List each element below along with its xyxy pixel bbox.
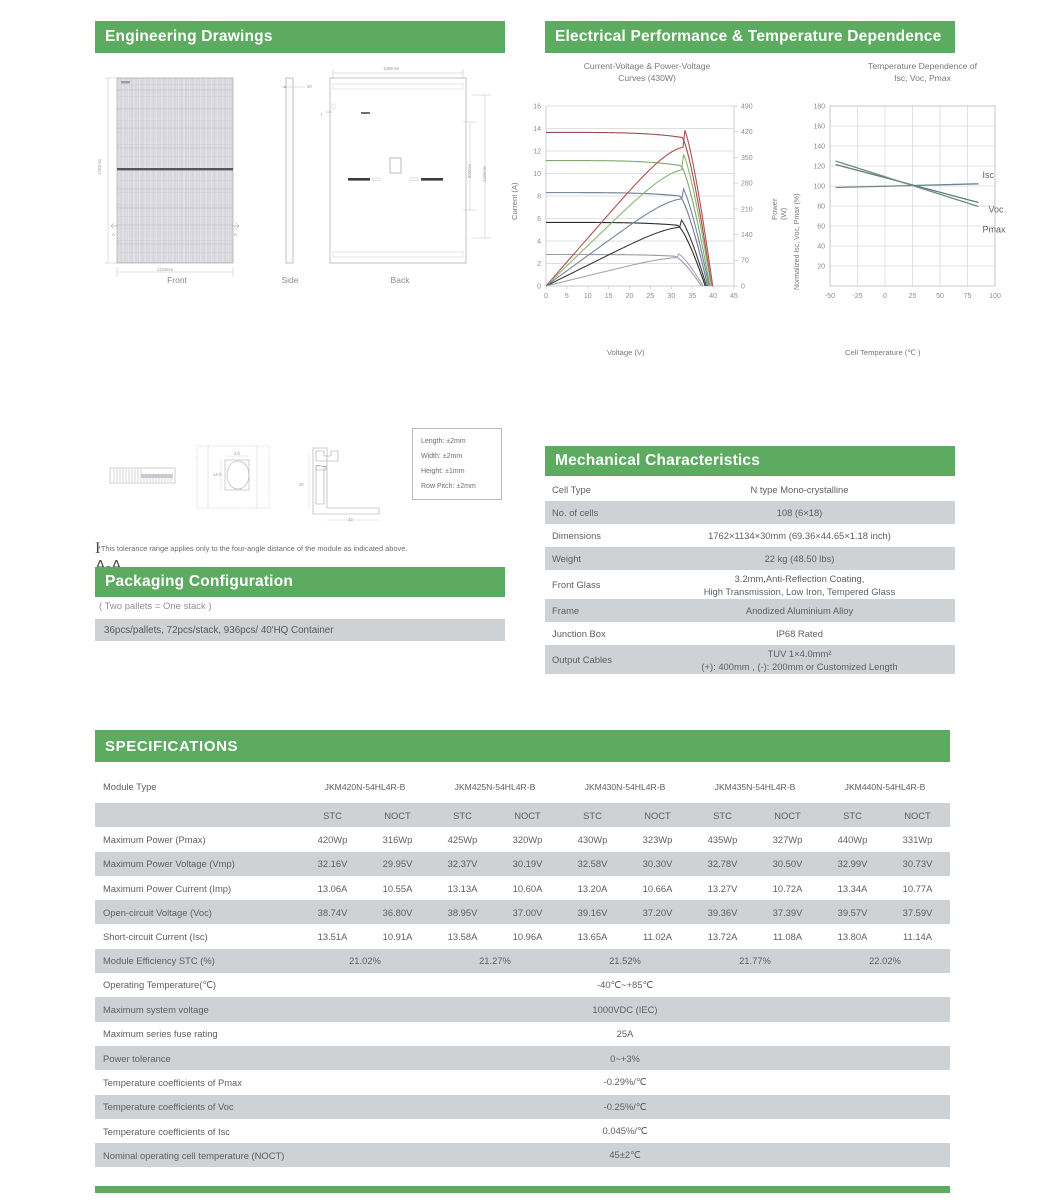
dim-front-height: 1762mm bbox=[97, 158, 102, 175]
data-cell: 13.06A bbox=[317, 882, 348, 894]
data-cell: 13.27V bbox=[707, 882, 738, 894]
data-cell: 45±2℃ bbox=[609, 1149, 641, 1161]
cell-value: 1762×1134×30mm (69.36×44.65×1.18 inch) bbox=[708, 530, 891, 541]
data-cell: 425Wp bbox=[447, 833, 478, 845]
tolerance-length: Length: ±2mm bbox=[421, 438, 466, 445]
table-row bbox=[545, 478, 955, 501]
row-cells bbox=[300, 907, 950, 918]
module-type-cell: JKM430N-54HL4R-B bbox=[584, 781, 666, 792]
row-label: Open-circuit Voltage (Voc) bbox=[103, 906, 212, 918]
svg-text:280: 280 bbox=[741, 180, 753, 188]
data-cell: -0.25%/℃ bbox=[603, 1100, 647, 1112]
row-cells bbox=[300, 1101, 950, 1113]
row-cells bbox=[300, 1076, 950, 1088]
section-title-text: Mechanical Characteristics bbox=[555, 452, 761, 469]
svg-text:40: 40 bbox=[709, 293, 718, 300]
svg-text:0: 0 bbox=[741, 283, 745, 291]
data-cell: 21.52% bbox=[609, 955, 641, 967]
data-cell: 25A bbox=[616, 1028, 634, 1040]
iv-pv-curve-chart bbox=[510, 60, 788, 370]
svg-text:14: 14 bbox=[533, 125, 541, 133]
data-cell: 13.65A bbox=[577, 931, 608, 943]
tolerance-note: *This tolerance range applies only to the four-angle distance of the module as indicated above. bbox=[98, 544, 408, 553]
svg-text:25: 25 bbox=[646, 293, 655, 300]
cell-value-line2: (+): 400mm , (-): 200mm or Customized Length bbox=[701, 660, 898, 672]
cell-value-line1: 3.2mm,Anti-Reflection Coating, bbox=[734, 572, 865, 584]
data-cell: 32.37V bbox=[447, 858, 478, 870]
svg-text:50: 50 bbox=[936, 293, 944, 300]
condition-header: STC bbox=[323, 809, 342, 821]
svg-text:0: 0 bbox=[883, 293, 887, 300]
section-title-text: Electrical Performance & Temperature Dependence bbox=[555, 28, 942, 45]
data-cell: 37.20V bbox=[642, 906, 673, 918]
svg-text:Isc: Isc bbox=[982, 169, 995, 180]
condition-header: NOCT bbox=[384, 809, 411, 821]
chart-xaxis-label: Voltage (V) bbox=[607, 348, 645, 357]
cell-value: N type Mono-crystalline bbox=[750, 484, 849, 495]
condition-header: NOCT bbox=[774, 809, 801, 821]
data-cell: 10.91A bbox=[382, 931, 413, 943]
svg-text:Pmax: Pmax bbox=[982, 224, 1006, 235]
pallet-sketch bbox=[110, 468, 175, 483]
data-cell: 32.78V bbox=[707, 858, 738, 870]
mechanical-characteristics-table bbox=[545, 478, 955, 674]
dim-aa-height: 30 bbox=[299, 482, 304, 487]
table-row bbox=[95, 876, 950, 900]
row-label: Power tolerance bbox=[103, 1052, 171, 1064]
row-label: Temperature coefficients of Voc bbox=[103, 1101, 234, 1113]
packaging-subtitle: ( Two pallets = One stack ) bbox=[99, 601, 212, 612]
packaging-detail-text: 36pcs/pallets, 72pcs/stack, 936pcs/ 40'HQ Container bbox=[104, 624, 334, 636]
svg-text:I: I bbox=[321, 112, 323, 117]
data-cell: 13.34A bbox=[837, 882, 868, 894]
dim-front-width: 1134mm bbox=[157, 267, 173, 272]
cell-key: Cell Type bbox=[552, 484, 591, 495]
svg-text:16: 16 bbox=[533, 103, 541, 111]
row-label: Module Efficiency STC (%) bbox=[103, 955, 215, 967]
svg-text:25: 25 bbox=[908, 293, 917, 300]
svg-text:60: 60 bbox=[817, 223, 825, 231]
row-label: Maximum Power Current (Imp) bbox=[103, 882, 232, 894]
chart-title bbox=[512, 60, 782, 84]
row-cells bbox=[300, 1149, 950, 1161]
svg-text:40: 40 bbox=[817, 243, 825, 251]
row-cells bbox=[300, 1028, 950, 1039]
svg-text:-50: -50 bbox=[824, 293, 836, 300]
svg-text:-25: -25 bbox=[852, 293, 863, 300]
data-cell: -40℃~+85℃ bbox=[597, 979, 653, 991]
table-row-efficiency bbox=[95, 949, 950, 973]
module-type-cell: JKM440N-54HL4R-B bbox=[844, 781, 926, 792]
data-cell: 0.045%/℃ bbox=[602, 1125, 648, 1136]
svg-text:45: 45 bbox=[730, 293, 738, 300]
dim-hole-height: 14.0 bbox=[213, 472, 222, 477]
row-cells bbox=[300, 1053, 950, 1064]
module-views-svg bbox=[95, 60, 535, 360]
cell-value: 108 (6×18) bbox=[776, 507, 823, 518]
svg-text:A: A bbox=[112, 232, 115, 237]
data-cell: 37.39V bbox=[772, 906, 803, 918]
row-cells bbox=[300, 979, 950, 991]
module-type-cell: JKM420N-54HL4R-B bbox=[324, 781, 406, 792]
data-cell: 21.77% bbox=[739, 955, 771, 967]
data-cell: 32.58V bbox=[577, 858, 608, 870]
cell-key: Weight bbox=[552, 553, 582, 564]
chart-title-line2: Isc, Voc, Pmax bbox=[894, 73, 951, 83]
row-label: Nominal operating cell temperature (NOCT) bbox=[103, 1149, 285, 1161]
tolerance-row-pitch: Row Pitch: ±2mm bbox=[421, 483, 476, 490]
data-cell: 32.99V bbox=[837, 858, 868, 870]
table-row bbox=[95, 900, 950, 924]
detail-view-aa bbox=[309, 448, 379, 520]
svg-text:420: 420 bbox=[741, 129, 753, 137]
data-cell: 32.16V bbox=[317, 858, 348, 870]
row-label: Maximum Power Voltage (Vmp) bbox=[103, 858, 235, 870]
cell-value: IP68 Rated bbox=[776, 628, 823, 639]
svg-text:100: 100 bbox=[989, 293, 1001, 300]
detail-view-i bbox=[197, 446, 269, 508]
data-cell: 10.72A bbox=[772, 882, 803, 894]
module-type-cell: JKM435N-54HL4R-B bbox=[714, 781, 796, 792]
dim-aa-width: 33 bbox=[348, 517, 353, 522]
svg-text:160: 160 bbox=[813, 123, 825, 131]
row-cells bbox=[300, 931, 950, 942]
chart-yaxis-label: Normalized Isc, Voc, Pmax (%) bbox=[794, 193, 801, 290]
data-cell: 323Wp bbox=[642, 833, 673, 845]
data-cell: 10.96A bbox=[512, 931, 543, 943]
caption-side: Side bbox=[281, 275, 299, 285]
table-row bbox=[95, 973, 950, 997]
svg-text:70: 70 bbox=[741, 257, 749, 265]
data-cell: 316Wp bbox=[382, 833, 413, 845]
section-title-text: SPECIFICATIONS bbox=[105, 737, 239, 755]
data-cell: 10.60A bbox=[512, 882, 543, 894]
data-cell: 11.14A bbox=[902, 931, 933, 943]
cell-key: No. of cells bbox=[552, 507, 599, 518]
condition-cells bbox=[300, 810, 950, 821]
svg-text:10: 10 bbox=[583, 293, 592, 300]
data-cell: 435Wp bbox=[707, 833, 738, 845]
caption-back: Back bbox=[390, 275, 410, 285]
condition-header: NOCT bbox=[514, 809, 541, 821]
iv-pv-plot bbox=[512, 90, 782, 340]
data-cell: 13.80A bbox=[837, 931, 868, 943]
dim-back-inner: 800mm bbox=[467, 164, 472, 178]
module-type-cell: JKM425N-54HL4R-B bbox=[454, 781, 536, 792]
data-cell: 13.13A bbox=[447, 882, 478, 894]
section-header-electrical-performance bbox=[545, 21, 955, 53]
row-label: Maximum system voltage bbox=[103, 1004, 209, 1016]
temperature-plot bbox=[790, 90, 1055, 340]
side-view bbox=[281, 78, 305, 263]
table-row bbox=[545, 501, 955, 524]
cell-value: Anodized Aluminium Alloy bbox=[745, 605, 854, 616]
section-header-specifications bbox=[95, 730, 950, 762]
specifications-table bbox=[95, 770, 950, 1167]
data-cell: 327Wp bbox=[772, 833, 803, 845]
section-header-packaging-configuration bbox=[95, 567, 505, 597]
table-row bbox=[95, 1095, 950, 1119]
footer-accent-bar bbox=[95, 1186, 950, 1193]
cell-value bbox=[650, 572, 955, 598]
table-row-conditions bbox=[95, 803, 950, 827]
data-cell: 38.95V bbox=[447, 906, 478, 918]
table-row bbox=[545, 622, 955, 645]
svg-text:A: A bbox=[234, 232, 237, 237]
table-row bbox=[95, 1046, 950, 1070]
svg-text:15: 15 bbox=[604, 293, 613, 300]
tolerance-width: Width: ±2mm bbox=[421, 453, 463, 460]
row-cells bbox=[300, 955, 950, 966]
data-cell: 11.08A bbox=[772, 931, 803, 943]
data-cell: 331Wp bbox=[902, 833, 933, 845]
data-cell: 36.80V bbox=[382, 906, 413, 918]
row-label: Maximum series fuse rating bbox=[103, 1028, 218, 1040]
data-cell: 430Wp bbox=[577, 833, 608, 845]
data-cell: 30.19V bbox=[512, 858, 543, 870]
svg-text:12: 12 bbox=[533, 148, 541, 156]
chart-y2axis-label: Power (W) bbox=[770, 198, 788, 220]
svg-text:140: 140 bbox=[741, 231, 753, 239]
svg-text:140: 140 bbox=[813, 143, 825, 151]
svg-text:75: 75 bbox=[963, 293, 972, 300]
row-label: Module Type bbox=[103, 781, 157, 792]
cell-key: Frame bbox=[552, 605, 580, 616]
svg-text:210: 210 bbox=[741, 206, 753, 214]
svg-text:2: 2 bbox=[537, 260, 541, 268]
data-cell: 10.55A bbox=[382, 882, 413, 894]
cell-value: 22 kg (48.50 lbs) bbox=[764, 553, 835, 564]
table-row bbox=[95, 924, 950, 948]
table-row bbox=[95, 1070, 950, 1094]
dim-back-outer: 1400mm bbox=[482, 165, 487, 182]
data-cell: 13.72A bbox=[707, 931, 738, 943]
data-cell: 38.74V bbox=[317, 906, 348, 918]
data-cell: 21.27% bbox=[479, 955, 511, 967]
condition-header: NOCT bbox=[904, 809, 931, 821]
row-cells bbox=[300, 883, 950, 894]
tolerance-height: Height: ±1mm bbox=[421, 468, 465, 475]
row-label: Operating Temperature(℃) bbox=[103, 979, 217, 991]
data-cell: 30.30V bbox=[642, 858, 673, 870]
cell-value-line2: High Transmission, Low Iron, Tempered Glass bbox=[703, 585, 896, 597]
data-cell: 11.02A bbox=[642, 931, 673, 943]
data-cell: 39.36V bbox=[707, 906, 738, 918]
cell-key: Junction Box bbox=[552, 628, 606, 639]
cell-key: Output Cables bbox=[552, 654, 612, 665]
dim-side-thickness: 30 bbox=[307, 84, 312, 89]
condition-header: STC bbox=[713, 809, 732, 821]
chart-title-line1: Current-Voltage & Power-Voltage bbox=[583, 61, 711, 71]
chart-xaxis-label: Cell Temperature (℃ ) bbox=[845, 348, 921, 357]
svg-text:4: 4 bbox=[537, 238, 541, 246]
data-cell: 13.51A bbox=[317, 931, 348, 943]
data-cell: 39.57V bbox=[837, 906, 868, 918]
data-cell: 39.16V bbox=[577, 906, 608, 918]
svg-text:80: 80 bbox=[817, 203, 825, 211]
row-cells bbox=[300, 834, 950, 845]
cell-value bbox=[650, 647, 955, 673]
caption-front: Front bbox=[167, 275, 187, 285]
data-cell: 30.73V bbox=[902, 858, 933, 870]
table-row bbox=[95, 997, 950, 1021]
front-view bbox=[105, 78, 239, 277]
dim-back-width: 1086mm bbox=[383, 66, 400, 71]
svg-text:5: 5 bbox=[564, 293, 569, 300]
svg-text:180: 180 bbox=[813, 103, 825, 111]
table-row bbox=[95, 1143, 950, 1167]
tolerance-box bbox=[412, 428, 502, 500]
section-title-text: Packaging Configuration bbox=[105, 573, 294, 590]
table-row bbox=[545, 599, 955, 622]
data-cell: 1000VDC (IEC) bbox=[592, 1004, 658, 1016]
section-header-engineering-drawings bbox=[95, 21, 505, 53]
svg-text:8: 8 bbox=[537, 193, 541, 201]
cell-value-line1: TUV 1×4.0mm² bbox=[767, 647, 832, 659]
data-cell: 0~+3% bbox=[610, 1052, 640, 1064]
caption-section-i: I bbox=[95, 540, 101, 557]
row-cells bbox=[300, 1125, 950, 1137]
data-cell: 22.02% bbox=[869, 955, 901, 967]
table-row bbox=[545, 570, 955, 599]
section-title-text: Engineering Drawings bbox=[105, 28, 273, 45]
table-row bbox=[95, 827, 950, 851]
svg-text:100: 100 bbox=[813, 183, 825, 191]
data-cell: 29.95V bbox=[382, 858, 413, 870]
chart-title-line2: Curves (430W) bbox=[618, 73, 676, 83]
data-cell: -0.29%/℃ bbox=[603, 1076, 647, 1088]
module-type-cells bbox=[300, 782, 950, 792]
svg-text:10: 10 bbox=[533, 170, 541, 178]
condition-header: STC bbox=[583, 809, 602, 821]
row-cells bbox=[300, 1004, 950, 1015]
svg-text:6: 6 bbox=[537, 215, 541, 223]
svg-text:20: 20 bbox=[817, 263, 825, 271]
data-cell: 420Wp bbox=[317, 833, 348, 845]
svg-text:490: 490 bbox=[741, 103, 753, 111]
data-cell: 10.66A bbox=[642, 882, 673, 894]
table-row bbox=[545, 524, 955, 547]
data-cell: 13.58A bbox=[447, 931, 478, 943]
svg-text:120: 120 bbox=[813, 163, 825, 171]
cell-key: Front Glass bbox=[552, 579, 601, 590]
section-header-mechanical-characteristics bbox=[545, 446, 955, 476]
dim-hole-width: 4.0 bbox=[234, 451, 240, 456]
chart-yaxis-label: Current (A) bbox=[510, 182, 519, 220]
packaging-detail-row bbox=[95, 619, 505, 641]
svg-text:35: 35 bbox=[688, 293, 697, 300]
table-row bbox=[545, 645, 955, 674]
svg-text:20: 20 bbox=[625, 293, 634, 300]
table-row bbox=[95, 852, 950, 876]
data-cell: 10.77A bbox=[902, 882, 933, 894]
row-label: Temperature coefficients of Pmax bbox=[103, 1076, 242, 1088]
data-cell: 30.50V bbox=[772, 858, 803, 870]
table-row bbox=[95, 1022, 950, 1046]
svg-text:0: 0 bbox=[537, 283, 541, 291]
temperature-dependence-chart bbox=[790, 60, 1055, 370]
table-row bbox=[95, 1119, 950, 1143]
row-cells bbox=[300, 858, 950, 869]
table-row-module-type bbox=[95, 770, 950, 803]
data-cell: 440Wp bbox=[837, 833, 868, 845]
data-cell: 320Wp bbox=[512, 833, 543, 845]
cell-key: Dimensions bbox=[552, 530, 601, 541]
svg-text:350: 350 bbox=[741, 154, 753, 162]
svg-text:Voc: Voc bbox=[988, 204, 1004, 215]
data-cell: 13.20A bbox=[577, 882, 608, 894]
row-label: Temperature coefficients of Isc bbox=[103, 1125, 230, 1137]
row-label: Short-circuit Current (Isc) bbox=[103, 931, 208, 943]
back-view bbox=[321, 69, 491, 263]
data-cell: 37.00V bbox=[512, 906, 543, 918]
svg-text:0: 0 bbox=[544, 293, 548, 300]
condition-header: STC bbox=[453, 809, 472, 821]
engineering-drawings-figure bbox=[95, 60, 535, 360]
condition-header: NOCT bbox=[644, 809, 671, 821]
chart-title-line1: Temperature Dependence of bbox=[868, 61, 977, 71]
chart-title bbox=[790, 60, 1055, 84]
svg-text:30: 30 bbox=[667, 293, 676, 300]
row-label: Maximum Power (Pmax) bbox=[103, 833, 206, 845]
data-cell: 21.02% bbox=[349, 955, 381, 967]
data-cell: 37.59V bbox=[902, 906, 933, 918]
condition-header: STC bbox=[843, 809, 862, 821]
table-row bbox=[545, 547, 955, 570]
